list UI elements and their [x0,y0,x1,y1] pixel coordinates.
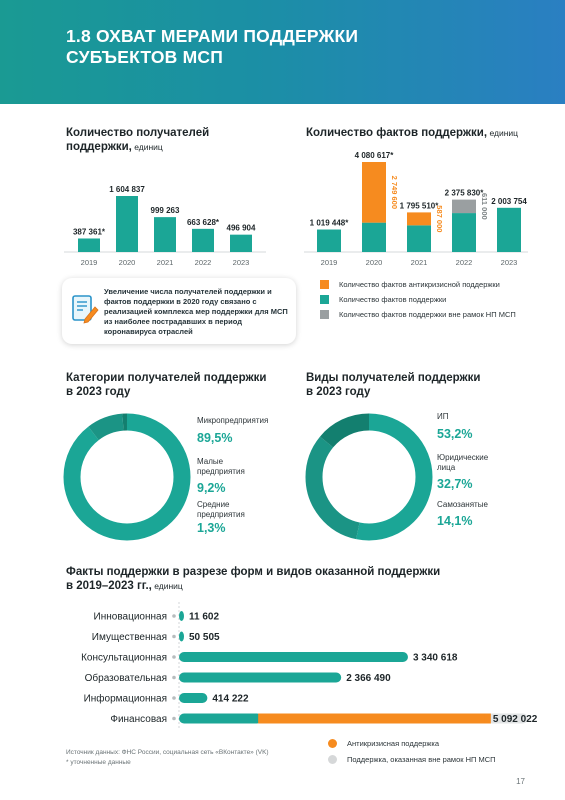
y-tick-2: Консультационная [81,652,167,664]
bar-financial-join [485,714,491,724]
bar-label-5: 5 092 022 [492,714,538,725]
page-number: 17 [516,777,525,786]
bar-label-2020: 4 080 617* [354,151,394,160]
forms-legend-anticrisis: Антикризисная поддержка [328,739,439,748]
cat-value-small: 9,2% [197,481,226,495]
bar-financial-anticrisis [258,714,487,724]
types-donut [302,410,436,544]
bar-segment-2023-0 [497,208,521,252]
cat-value-medium: 1,3% [197,521,226,535]
categories-donut [60,410,194,544]
page-header [0,0,565,104]
cat-label-medium: Средние предприятия [197,500,245,519]
bar-label-2022: 663 628* [186,217,220,227]
legend-swatch-teal [320,295,329,304]
info-note [62,278,296,344]
legend-swatch-gray [320,310,329,319]
bar-segment-2019-0 [317,230,341,252]
bar-segment-2022-0 [452,213,476,252]
bar-segment-2020-0 [362,223,386,252]
facts-title: Количество фактов поддержки, единиц [306,127,518,139]
bar-label-2: 3 340 618 [412,652,458,664]
cat-label-small: Малые предприятия [197,457,245,476]
legend-dot-orange [328,739,337,748]
x-tick-2019: 2019 [320,258,338,267]
x-tick-2020: 2020 [365,258,383,267]
bar-label-2019: 387 361* [72,227,106,237]
bar-label-2021: 999 263 [150,206,180,216]
x-tick-2021: 2021 [410,258,428,267]
bar-segment-2022-2 [452,200,476,213]
bar-2019 [78,238,100,252]
bar-1 [179,632,184,642]
forms-chart [0,600,565,730]
categories-title: Категории получателей поддержки в 2023 году [66,372,267,398]
bar-2023 [230,235,252,252]
bar-2022 [192,229,214,252]
bar-segment-2021-0 [407,225,431,252]
type-value-ip: 53,2% [437,427,473,441]
segment-label-outside_2022: 611 000 [480,192,489,220]
y-tick-3: Образовательная [84,673,167,684]
bar-label-0: 11 602 [189,611,220,623]
types-title: Виды получателей поддержки в 2023 году [306,372,481,398]
forms-legend-outside: Поддержка, оказанная вне рамок НП МСП [328,755,496,764]
x-tick-2022: 2022 [455,258,473,267]
bar-label-3: 2 366 490 [346,673,391,684]
type-label-legal: Юридические лица [437,453,489,472]
category-slice-0 [72,422,182,532]
type-label-ip: ИП [437,412,449,421]
bar-label-2023: 2 003 754 [491,196,527,206]
source-note: Источник данных: ФНС России, социальная сеть «ВКонтакте» (VK) [66,749,269,756]
bar-label-2019: 1 019 448* [309,218,349,228]
bar-2 [179,652,408,662]
asterisk-note: * уточненные данные [66,759,131,766]
bar-label-2022: 2 375 830* [444,188,484,198]
tick-dot-5 [172,717,176,721]
legend-swatch-orange [320,280,329,289]
bar-label-2023: 496 904 [226,223,256,233]
y-tick-4: Информационная [83,693,167,705]
legend-dot-gray [328,755,337,764]
tick-dot-3 [172,676,176,680]
bar-label-2020: 1 604 837 [109,185,145,194]
facts-chart [300,140,532,272]
segment-label-anticrisis_2021: 587 000 [435,205,444,233]
x-tick-2023: 2023 [232,258,250,267]
type-value-legal: 32,7% [437,477,473,491]
y-tick-1: Имущественная [91,632,167,643]
bar-segment-2020-1 [362,162,386,223]
legend-outside: Количество фактов поддержки вне рамок НП МСП [320,310,516,319]
legend-support: Количество фактов поддержки [320,295,446,304]
recipients-title: Количество получателей поддержки, единиц [66,127,210,153]
tick-dot-4 [172,696,176,700]
forms-title: Факты поддержки в разрезе форм и видов оказанной поддержки в 2019–2023 гг., единиц [66,566,441,592]
bar-financial-support [179,714,262,724]
type-label-self: Самозанятые [437,500,488,509]
cat-value-micro: 89,5% [197,431,233,445]
x-tick-2019: 2019 [80,258,98,267]
x-tick-2022: 2022 [194,258,212,267]
page-title: 1.8 ОХВАТ МЕРАМИ ПОДДЕРЖКИ СУБЪЕКТОВ МСП [66,26,359,67]
bar-label-1: 50 505 [189,632,220,643]
tick-dot-0 [172,614,176,618]
y-tick-5: Финансовая [110,714,167,725]
x-tick-2020: 2020 [118,258,136,267]
segment-label-anticrisis_2020: 2 749 600 [390,175,399,210]
bar-2021 [154,217,176,252]
bar-3 [179,673,341,683]
document-edit-icon [71,293,99,327]
bar-0 [179,611,184,621]
x-tick-2023: 2023 [500,258,518,267]
note-text: Увеличение числа получателей поддержки и фактов поддержки в 2020 году связано с реализацией комплекса мер поддержки для МСП из наиболее пострадавших в период коронавируса отраслей [104,287,288,336]
legend-anticrisis: Количество фактов антикризисной поддержки [320,280,500,289]
type-value-self: 14,1% [437,514,473,528]
bar-4 [179,693,207,703]
recipients-chart [60,180,270,272]
bar-label-2021: 1 795 510* [399,201,439,211]
bar-2020 [116,196,138,252]
y-tick-0: Инновационная [93,611,167,623]
tick-dot-1 [172,635,176,639]
cat-label-micro: Микропредприятия [197,416,269,425]
bar-label-4: 414 222 [212,693,249,705]
x-tick-2021: 2021 [156,258,174,267]
tick-dot-2 [172,655,176,659]
bar-segment-2021-1 [407,212,431,225]
